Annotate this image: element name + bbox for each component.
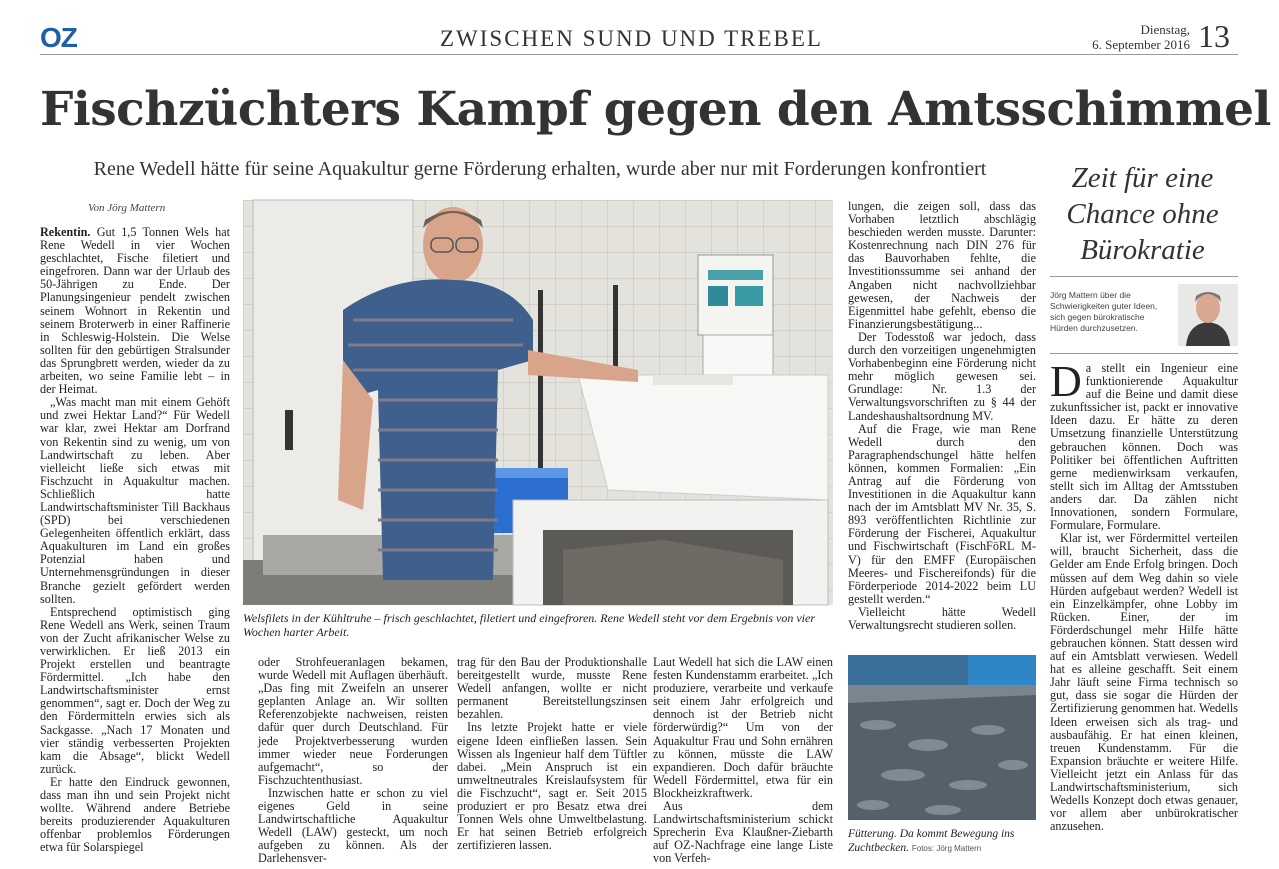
paragraph: Klar ist, wer Fördermittel verteilen will, braucht Sicherheit, dass die Gelder am Ende Erfolg bringen. Doch müssen auf dem Weg dahin so viele Hürden aufgebaut werden? Wedell ist ein Einzelkämpfer, ohne Lobby im Rücken. Einer, der im Förderdschungel mehr Hilfe hätte gebrauchen können. Statt dessen wird auf ein Amtsblatt verwiesen. Wedell hat es alleine geschafft. Seit einem Jahr läuft seine Firma technisch so gut, dass sie sogar die Hürden der Zertifizierung genommen hat. Wedells Ideen erweisen sich als trag- und ausbaufähig. Er hat einen kleinen, treuen Kundenstamm. Für die Expansion bräuchte er weitere Hilfe. Vielleicht jetzt ein Anlass für das Landwirtschaftsministerium, sich Wedells Konzept doch etwas genauer, vor allem aber unbürokratischer anzusehen. [1050, 531, 1238, 834]
commentary-rule [1050, 353, 1238, 354]
paragraph: Entsprechend optimistisch ging Rene Wedell ans Werk, seinen Traum von der Zucht afrikanischer Welse zu verwirklichen. Er ließ 2013 ein Projekt erstellen und beantragte Fördermittel. „Ich habe den Landwirtschaftsminister ernst genommen“, sagt er. Doch der Weg zu den Fördermitteln erwies sich als Sackgasse. „Nach 17 Monaten und vier ständig verbesserten Projekten kam die Absage“, blickt Wedell zurück. [40, 604, 230, 776]
photo-fish-feeding [848, 655, 1036, 820]
paragraph: oder Strohfeueranlagen bekamen, wurde Wedell mit Auflagen überhäuft. „Das fing mit Zweifeln an unserer geplanten Anlage an. Wir sollten Referenzobjekte nachweisen, reisten dafür quer durch Deutschland. Für jede Projektverbesserung wurden immer wieder neue Forderungen aufgemacht“, so der Fischzuchtenthusiast. [258, 655, 448, 787]
commentary-rule [1050, 276, 1238, 277]
author-portrait [1178, 284, 1238, 346]
weekday: Dienstag, [1140, 22, 1190, 37]
article-column-4 [653, 655, 833, 866]
article-column-2 [258, 655, 448, 866]
article-column-3 [457, 656, 647, 856]
section-title: ZWISCHEN SUND UND TREBEL [440, 26, 823, 51]
article-column-1 [40, 226, 230, 854]
article-column-5 [848, 200, 1036, 646]
subheadline: Rene Wedell hätte für seine Aquakultur gerne Förderung erhalten, wurde aber nur mit Forderungen konfrontiert [93, 158, 987, 180]
headline: Fischzüchters Kampf gegen den Amtsschimmel [40, 82, 1271, 137]
fish-tank-photo [848, 655, 1036, 820]
issue-date [1040, 22, 1190, 52]
paragraph: Vielleicht hätte Wedell Verwaltungsrecht studieren sollen. [848, 604, 1036, 632]
dateline: Rekentin. [40, 225, 91, 239]
paragraph: Ins letzte Projekt hatte er viele eigene Ideen einfließen lassen. Sein Wissen als Ingenieur half dem Tüftler dabei. „Mein Anspruch ist ein umweltneutrales Kreislaufsystem für die Fischzucht“, sagt er. Seit 2015 produziert er pro Besatz etwa drei Tonnen Wels ohne Umweltbelastung. Er hat seinen Betrieb erfolgreich zertifizieren lassen. [457, 720, 647, 853]
main-photo [243, 200, 833, 605]
paragraph: lungen, die zeigen soll, dass das Vorhaben letztlich abschlägig beschieden werden musste. Darunter: Kostenrechnung nach DIN 276 für das Bauvorhaben fehlte, die Investitionssumme sei anhand der Angaben nicht nachvollziehbar gewesen, der Nachweis der Eigenmittel habe gefehlt, ebenso die Finanzierungsbestätigung... [848, 199, 1036, 331]
masthead-rule [40, 54, 1238, 55]
paragraph: Aus dem Landwirtschaftsministerium schickt Sprecherin Eva Klaußner-Ziebarth auf OZ-Nachfrage eine lange Liste von Verfeh- [653, 799, 833, 866]
fish-tank-caption [848, 827, 1038, 856]
drop-cap: D [1050, 357, 1082, 406]
paragraph: Auf die Frage, wie man Rene Wedell durch den Paragraphendschungel hätte helfen können, kommen Formalien: „Ein Antrag auf die Förderung von Investitionen in die Aquakultur kann nach der im Amtsblatt MV Nr. 35, S. 893 veröffentlichten Richtlinie zur Förderung der Fischerei, Aquakultur und Fischwirtschaft (FischFöRL M-V) für den EMFF (Europäischen Meeres- und Fischereifonds) für die Förderperiode 2014-2022 beim LU gestellt werden.“ [848, 421, 1036, 606]
paragraph: trag für den Bau der Produktionshalle bereitgestellt wurde, musste Rene Wedell anfangen, wollte er nicht permanent Bereitstellungszinsen bezahlen. [457, 655, 647, 722]
portrait-image [1178, 284, 1238, 346]
byline: Von Jörg Mattern [88, 202, 166, 214]
paragraph: Der Todesstoß war jedoch, dass durch den vorzeitigen ungenehmigten Vorhabenbeginn eine Förderung nicht mehr möglich gewesen sei. Grundlage: Nr. 1.3 der Verwaltungsvorschriften zu § 44 der Landeshaushaltsordnung MV. [848, 329, 1036, 423]
photo-fish-farmer-freezer [243, 200, 833, 605]
page-number: 13 [1198, 18, 1230, 54]
paragraph: Inzwischen hatte er schon zu viel eigenes Geld in seine Landwirtschaftliche Aquakultur Wedell (LAW) gesteckt, um noch aufgeben zu können. Als der Darlehensver- [258, 785, 448, 866]
paragraph: Laut Wedell hat sich die LAW einen festen Kundenstamm erarbeitet. „Ich produziere, verarbeite und verkaufe seit einem Jahr erfolgreich und dennoch ist der Betrieb nicht förderwürdig?“ Um von der Aquakultur Frau und Sohn ernähren zu können, müsste die LAW expandieren. Doch dafür bräuchte Wedell Fördermittel, etwa für ein Blockheizkraftwerk. [653, 655, 833, 800]
paragraph: Er hatte den Eindruck gewonnen, dass man ihn und sein Projekt nicht wollte. Während andere Betriebe bereits produzierender Aquakulturen offenbar problemlos Förderungen etwa für Solarspiegel [40, 774, 230, 855]
paragraph: a stellt ein Ingenieur eine funktionierende Aquakultur auf die Beine und damit diese zukunftssicher ist, packt er innovative Ideen dazu. Er hätte zu deren Umsetzung finanzielle Unterstützung gebrauchen können. Doch was Politiker bei öffentlichen Auftritten gerne medienwirksam verkaufen, stellt sich im Alltag der Amtsstuben anders dar. Da zählen nicht Innovationen, sondern Formulare, Formulare, Formulare. [1050, 361, 1238, 533]
paragraph: „Was macht man mit einem Gehöft und zwei Hektar Land?“ Für Wedell war klar, zwei Hektar am Dorfrand von Rekentin sind zu wenig, um von Landwirtschaft zu leben. Aber vielleicht ließe sich etwas mit Fischzucht in Aquakultur machen. Schließlich hatte Landwirtschaftsminister Till Backhaus (SPD) bei verschiedenen Gelegenheiten öffentlich erklärt, dass Aquakulturen im Land ein großes Potenzial haben und Unternehmensgründungen in dieser Branche gezielt gefördert werden sollten. [40, 395, 230, 606]
author-note: Jörg Mattern über die Schwierigkeiten guter Ideen, sich gegen bürokratische Hürden durchzusetzen. [1050, 290, 1158, 333]
newspaper-logo: OZ [40, 22, 77, 53]
date: 6. September 2016 [1092, 37, 1190, 52]
paragraph: Gut 1,5 Tonnen Wels hat Rene Wedell in vier Wochen geschlachtet, Fische filetiert und eingefroren. Dann war der Urlaub des 50-Jährigen zu Ende. Der Planungsingenieur pendelt zwischen seinem Wohnort in Rekentin und seinem Broterwerb in einer Raffinerie in Schleswig-Holstein. Die Welse sollten für den gebürtigen Stralsunder das Sprungbrett werden, wieder da zu arbeiten, wo seine Familie lebt – in der Heimat. [40, 225, 231, 397]
caption-text: Fütterung. Da kommt Bewegung ins Zuchtbecken. [848, 828, 1015, 854]
photo-credit: Fotos: Jörg Mattern [911, 844, 982, 853]
commentary-body [1050, 357, 1238, 856]
commentary-title: Zeit für eine Chance ohne Bürokratie [1066, 162, 1219, 266]
photo-caption: Welsfilets in der Kühltruhe – frisch geschlachtet, filetiert und eingefroren. Rene Wedell steht vor dem Ergebnis von vier Wochen harter Arbeit. [243, 611, 816, 639]
